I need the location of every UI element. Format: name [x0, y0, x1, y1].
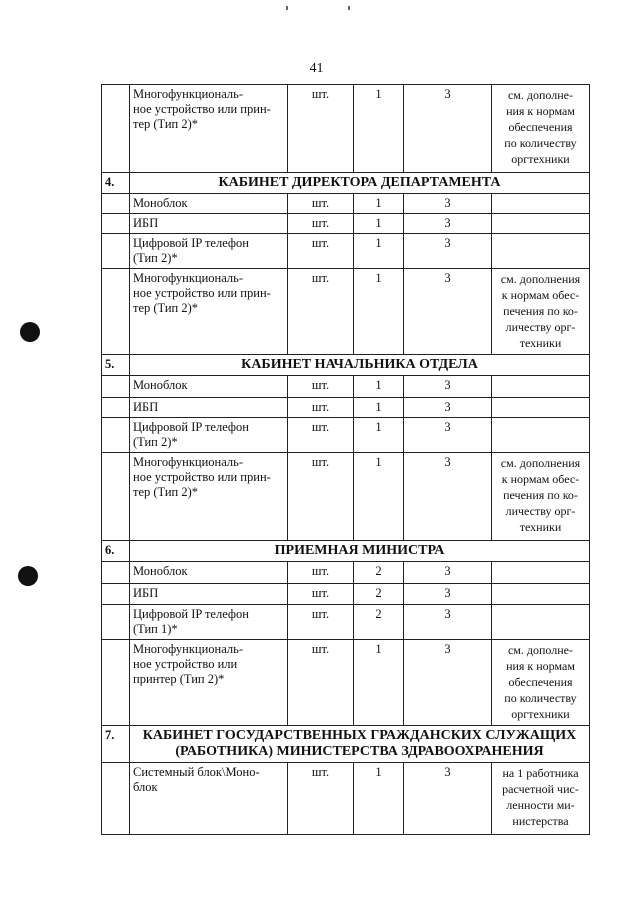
item-unit: шт. — [288, 85, 354, 173]
item-term: 3 — [404, 85, 492, 173]
item-name: Многофункциональ- ное устройство или прин- тер (Тип 2)* — [130, 269, 288, 355]
scan-speck — [286, 6, 288, 10]
item-name: Цифровой IP телефон (Тип 2)* — [130, 418, 288, 453]
item-name: Моноблок — [130, 376, 288, 398]
item-note — [492, 376, 590, 398]
item-quantity: 1 — [354, 376, 404, 398]
item-quantity: 2 — [354, 562, 404, 584]
item-quantity: 1 — [354, 640, 404, 726]
punch-hole — [18, 566, 38, 586]
row-number — [102, 584, 130, 605]
item-note — [492, 562, 590, 584]
table-row — [102, 234, 590, 269]
row-number — [102, 194, 130, 214]
table-row — [102, 763, 590, 835]
item-unit: шт. — [288, 640, 354, 726]
item-name: ИБП — [130, 398, 288, 418]
item-unit: шт. — [288, 453, 354, 541]
section-number: 7. — [102, 726, 130, 763]
section-title: ПРИЕМНАЯ МИНИСТРА — [130, 541, 590, 562]
table-row — [102, 453, 590, 541]
row-number — [102, 562, 130, 584]
item-term: 3 — [404, 763, 492, 835]
section-number: 4. — [102, 173, 130, 194]
item-note — [492, 194, 590, 214]
item-note: на 1 работника расчетной чис- ленности ми- нистерства — [492, 763, 590, 835]
item-note — [492, 398, 590, 418]
item-note: см. дополнения к нормам обес- печения по ко- личеству орг- техники — [492, 269, 590, 355]
item-name: Многофункциональ- ное устройство или прин- тер (Тип 2)* — [130, 453, 288, 541]
item-quantity: 1 — [354, 418, 404, 453]
section-title: КАБИНЕТ ГОСУДАРСТВЕННЫХ ГРАЖДАНСКИХ СЛУЖАЩИХ (РАБОТНИКА) МИНИСТЕРСТВА ЗДРАВООХРАНЕНИЯ — [130, 726, 590, 763]
item-unit: шт. — [288, 584, 354, 605]
equipment-norms-table — [101, 84, 590, 835]
section-row — [102, 173, 590, 194]
section-number: 5. — [102, 355, 130, 376]
item-quantity: 2 — [354, 605, 404, 640]
table-row — [102, 640, 590, 726]
item-name: Моноблок — [130, 562, 288, 584]
row-number — [102, 234, 130, 269]
item-unit: шт. — [288, 234, 354, 269]
item-note — [492, 605, 590, 640]
item-note — [492, 234, 590, 269]
row-number — [102, 376, 130, 398]
table-row — [102, 376, 590, 398]
table-row — [102, 562, 590, 584]
item-name: Системный блок\Моно- блок — [130, 763, 288, 835]
item-note — [492, 584, 590, 605]
item-unit: шт. — [288, 763, 354, 835]
item-term: 3 — [404, 562, 492, 584]
page-number: 41 — [309, 61, 324, 76]
row-number — [102, 85, 130, 173]
item-quantity: 1 — [354, 269, 404, 355]
item-unit: шт. — [288, 376, 354, 398]
item-unit: шт. — [288, 269, 354, 355]
item-note — [492, 214, 590, 234]
item-term: 3 — [404, 194, 492, 214]
item-term: 3 — [404, 269, 492, 355]
row-number — [102, 763, 130, 835]
item-name: Моноблок — [130, 194, 288, 214]
section-title: КАБИНЕТ НАЧАЛЬНИКА ОТДЕЛА — [130, 355, 590, 376]
item-name: Цифровой IP телефон (Тип 2)* — [130, 234, 288, 269]
section-row — [102, 355, 590, 376]
row-number — [102, 269, 130, 355]
item-unit: шт. — [288, 605, 354, 640]
item-term: 3 — [404, 605, 492, 640]
table-row — [102, 584, 590, 605]
table-row — [102, 194, 590, 214]
table-row — [102, 418, 590, 453]
section-number: 6. — [102, 541, 130, 562]
item-quantity: 1 — [354, 85, 404, 173]
item-term: 3 — [404, 453, 492, 541]
item-term: 3 — [404, 584, 492, 605]
section-row — [102, 726, 590, 763]
item-note — [492, 418, 590, 453]
punch-hole — [20, 322, 40, 342]
item-unit: шт. — [288, 194, 354, 214]
table-row — [102, 269, 590, 355]
row-number — [102, 398, 130, 418]
item-quantity: 1 — [354, 194, 404, 214]
item-quantity: 1 — [354, 453, 404, 541]
item-unit: шт. — [288, 214, 354, 234]
table-row — [102, 605, 590, 640]
row-number — [102, 605, 130, 640]
item-term: 3 — [404, 234, 492, 269]
row-number — [102, 453, 130, 541]
row-number — [102, 214, 130, 234]
section-title: КАБИНЕТ ДИРЕКТОРА ДЕПАРТАМЕНТА — [130, 173, 590, 194]
item-unit: шт. — [288, 562, 354, 584]
item-unit: шт. — [288, 398, 354, 418]
item-unit: шт. — [288, 418, 354, 453]
item-term: 3 — [404, 418, 492, 453]
table-body — [102, 85, 590, 835]
item-term: 3 — [404, 640, 492, 726]
item-term: 3 — [404, 376, 492, 398]
item-quantity: 1 — [354, 234, 404, 269]
table-row — [102, 85, 590, 173]
item-quantity: 2 — [354, 584, 404, 605]
item-term: 3 — [404, 214, 492, 234]
item-term: 3 — [404, 398, 492, 418]
item-name: Многофункциональ- ное устройство или прин- тер (Тип 2)* — [130, 85, 288, 173]
section-row — [102, 541, 590, 562]
item-quantity: 1 — [354, 398, 404, 418]
scan-speck — [348, 6, 350, 10]
row-number — [102, 640, 130, 726]
item-quantity: 1 — [354, 763, 404, 835]
row-number — [102, 418, 130, 453]
item-name: ИБП — [130, 214, 288, 234]
item-quantity: 1 — [354, 214, 404, 234]
item-name: Цифровой IP телефон (Тип 1)* — [130, 605, 288, 640]
table-row — [102, 214, 590, 234]
item-note: см. дополне- ния к нормам обеспечения по количеству оргтехники — [492, 640, 590, 726]
item-note: см. дополне- ния к нормам обеспечения по количеству оргтехники — [492, 85, 590, 173]
item-name: ИБП — [130, 584, 288, 605]
item-name: Многофункциональ- ное устройство или принтер (Тип 2)* — [130, 640, 288, 726]
table-row — [102, 398, 590, 418]
item-note: см. дополнения к нормам обес- печения по ко- личеству орг- техники — [492, 453, 590, 541]
